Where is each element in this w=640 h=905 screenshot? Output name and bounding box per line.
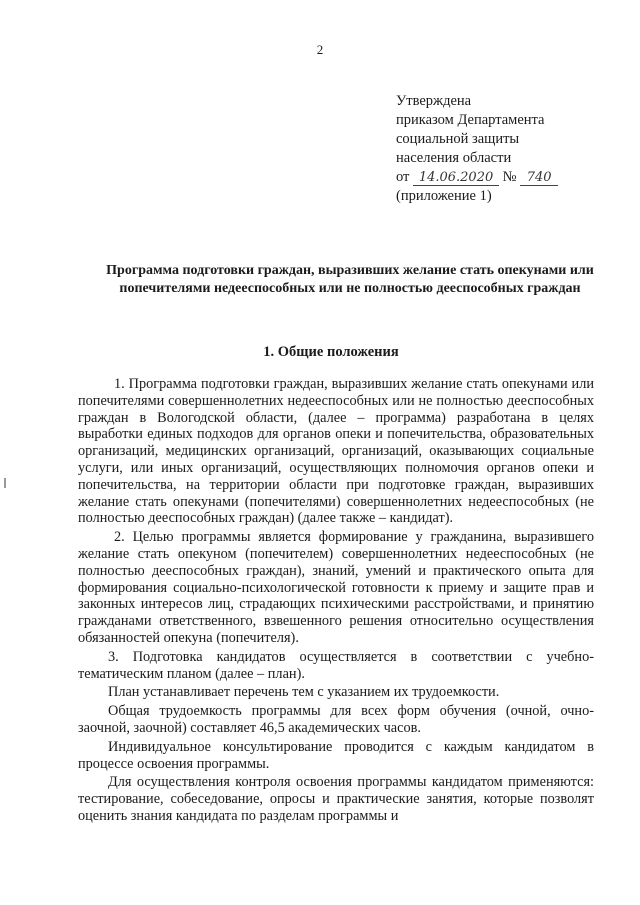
paragraph-3: 3. Подготовка кандидатов осуществляется в соответствии с учебно-тематическим планом (далее – план). [78,648,594,682]
approval-appendix: (приложение 1) [396,188,492,204]
number-sign: № [502,169,517,185]
handwritten-date: 14.06.2020 [413,171,499,186]
handwritten-number: 740 [520,171,558,186]
paragraph-6: Индивидуальное консультирование проводится с каждым кандидатом в процессе освоения программы. [78,738,594,772]
paragraph-1: 1. Программа подготовки граждан, выразивших желание стать опекунами или попечителями совершеннолетних недееспособных или не полностью дееспособных граждан в Вологодской области, (далее – программа) разработана в целях выработки единых подходов для органов опеки и попечительства, образовательных организаций, медицинских организаций, организаций, оказывающих социальные услуги, или иных организаций, осуществляющих полномочия органов опеки и попечительства, на территории области при подготовке граждан, выразивших желание стать опекунами (попечителями) совершеннолетних недееспособных (не полностью дееспособных граждан) (далее также – кандидат). [78,376,594,527]
page-number: 2 [316,42,324,57]
approval-stamp-block [396,92,558,206]
paragraph-4: План устанавливает перечень тем с указанием их трудоемкости. [108,684,500,701]
section-body [78,376,594,827]
paragraph-7: Для осуществления контроля освоения программы кандидатом применяются: тестирование, собеседование, опросы и практические занятия, которые позволят оценить знания кандидата по разделам программы и [78,774,594,824]
paragraph-2: 2. Целью программы является формирование у гражданина, выразившего желание стать опекуном (попечителем) совершеннолетних недееспособных (не полностью дееспособных граждан), знаний, умений и практического опыта для формирования социально-психологической готовности к приему и защите прав и законных интересов лиц, страдающих психическими расстройствами, и принятию гражданами ответственного, взвешенного решения относительно осуществления обязанностей опекуна (попечителя). [78,529,594,646]
approval-date-line [396,168,558,187]
section-heading: 1. Общие положения [263,344,399,360]
approval-line-1: Утверждена [396,93,472,109]
margin-mark [4,478,6,488]
approval-line-3: социальной защиты [396,131,520,147]
approval-date-prefix: от [396,169,410,185]
document-title: Программа подготовки граждан, выразивших желание стать опекунами или попечителями недееспособных или не полностью дееспособных граждан [106,263,594,296]
approval-line-4: населения области [396,150,512,166]
paragraph-5: Общая трудоемкость программы для всех форм обучения (очной, очно-заочной, заочной) составляет 46,5 академических часов. [78,703,594,736]
approval-line-2: приказом Департамента [396,112,545,128]
